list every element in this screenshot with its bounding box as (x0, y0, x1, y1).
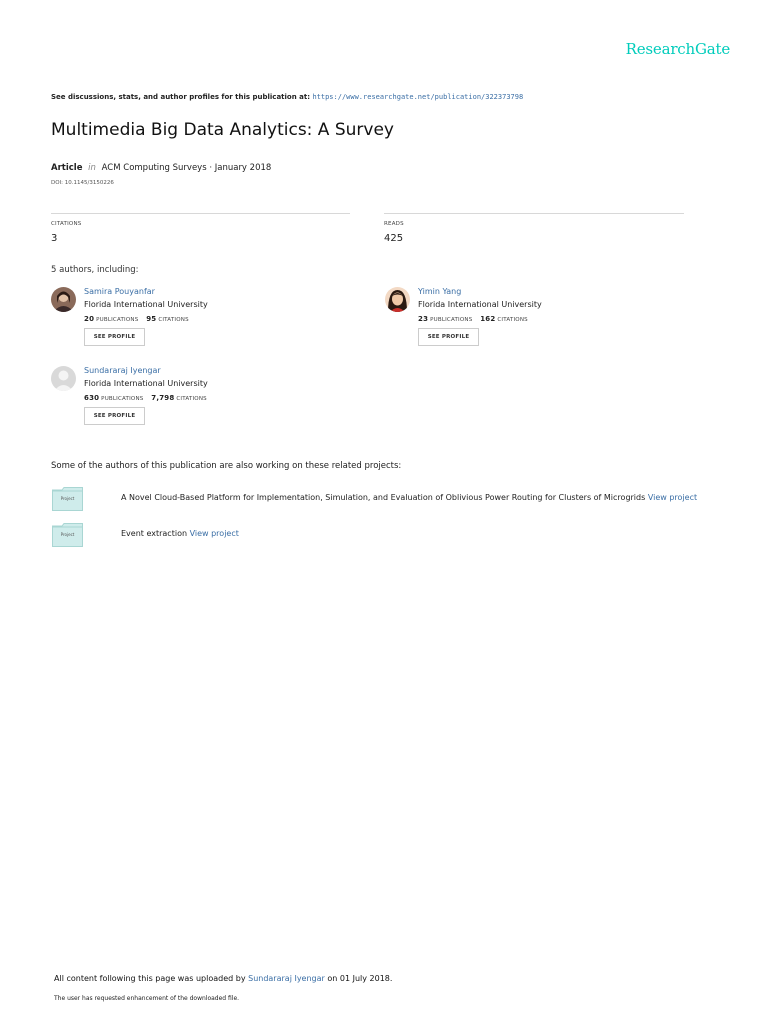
project-icon-label: Project (60, 532, 75, 537)
citations-label: CITATIONS (51, 221, 82, 227)
reads-label: READS (384, 221, 404, 227)
publications-label: PUBLICATIONS (101, 396, 144, 402)
upload-notice (54, 974, 392, 983)
project-icon-label: Project (60, 496, 75, 501)
view-project-link[interactable]: View project (189, 529, 239, 538)
author-affiliation: Florida International University (84, 379, 208, 388)
project-folder-icon[interactable] (52, 487, 83, 511)
project-title: Event extraction (121, 529, 188, 538)
publications-label: PUBLICATIONS (430, 317, 473, 323)
author-name[interactable]: Sundararaj Iyengar (84, 366, 161, 375)
discussion-line (51, 93, 523, 101)
project-item (121, 529, 239, 538)
reads-divider (384, 213, 684, 214)
author-name[interactable]: Samira Pouyanfar (84, 287, 155, 296)
citations-count: 95 (146, 315, 157, 323)
project-item (121, 493, 697, 502)
author-counts (84, 315, 189, 323)
publications-count: 20 (84, 315, 95, 323)
author-name[interactable]: Yimin Yang (418, 287, 462, 296)
citations-count-label: CITATIONS (497, 317, 528, 323)
citations-count: 162 (480, 315, 496, 323)
publication-url-link[interactable]: https://www.researchgate.net/publication/322373798 (312, 93, 524, 101)
author-affiliation: Florida International University (418, 300, 542, 309)
citations-count-label: CITATIONS (158, 317, 189, 323)
see-profile-button[interactable]: SEE PROFILE (418, 328, 479, 346)
avatar-placeholder-icon[interactable] (51, 366, 76, 391)
researchgate-logo[interactable]: ResearchGate (625, 40, 730, 58)
citations-value: 3 (51, 233, 58, 244)
publications-label: PUBLICATIONS (96, 317, 139, 323)
publication-venue[interactable]: ACM Computing Surveys · January 2018 (101, 163, 272, 173)
publications-count: 630 (84, 394, 100, 402)
author-counts (84, 394, 207, 402)
avatar[interactable] (51, 287, 76, 312)
citations-count-label: CITATIONS (176, 396, 207, 402)
publication-type: Article (51, 163, 83, 173)
upload-date: on 01 July 2018. (327, 974, 393, 983)
publication-doi: DOI: 10.1145/3150226 (51, 180, 114, 186)
uploader-link[interactable]: Sundararaj Iyengar (248, 974, 325, 983)
citations-divider (51, 213, 350, 214)
publications-count: 23 (418, 315, 429, 323)
upload-prefix: All content following this page was uploaded by (54, 974, 246, 983)
discussion-text: See discussions, stats, and author profiles for this publication at: (51, 93, 311, 101)
project-folder-icon[interactable] (52, 523, 83, 547)
reads-value: 425 (384, 233, 404, 244)
citations-count: 7,798 (151, 394, 175, 402)
avatar[interactable] (385, 287, 410, 312)
see-profile-button[interactable]: SEE PROFILE (84, 407, 145, 425)
publication-title: Multimedia Big Data Analytics: A Survey (51, 120, 394, 140)
author-affiliation: Florida International University (84, 300, 208, 309)
authors-heading: 5 authors, including: (51, 265, 139, 275)
in-word: in (88, 163, 96, 173)
view-project-link[interactable]: View project (647, 493, 698, 502)
enhancement-note: The user has requested enhancement of the downloaded file. (54, 995, 240, 1002)
projects-heading: Some of the authors of this publication are also working on these related projects: (51, 461, 402, 471)
project-title: A Novel Cloud-Based Platform for Implementation, Simulation, and Evaluation of Oblivious Power Routing for Clusters of Microgrids (121, 493, 646, 502)
author-counts (418, 315, 528, 323)
see-profile-button[interactable]: SEE PROFILE (84, 328, 145, 346)
publication-meta (51, 163, 271, 173)
